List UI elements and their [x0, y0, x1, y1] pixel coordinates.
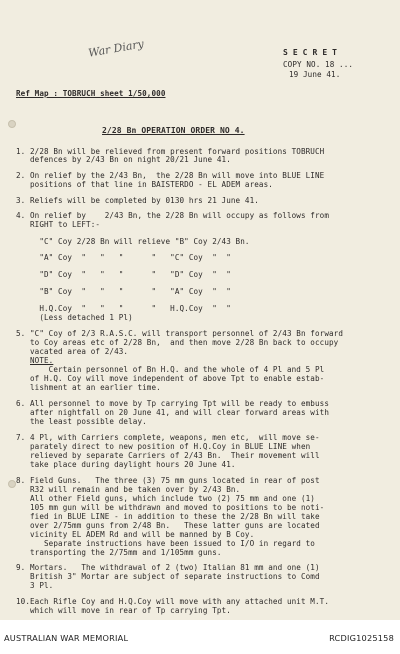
paragraph-number: 3.: [16, 196, 26, 205]
map-reference: Ref Map : TOBRUCH sheet 1/50,000: [16, 89, 166, 98]
order-line: "A" Coy " " " " "C" Coy " ": [30, 253, 231, 262]
paragraph-number: 5.: [16, 329, 26, 338]
order-line: to Coy areas etc of 2/28 Bn, and then move 2/28 Bn back to occupy: [30, 338, 339, 347]
order-line: Each Rifle Coy and H.Q.Coy will move with any attached unit M.T.: [30, 597, 329, 606]
order-line: transporting the 2/75mm and 1/105mm guns.: [30, 548, 222, 557]
order-line: (Less detached 1 Pl): [30, 313, 133, 322]
order-line: which will move in rear of Tp carrying Tpt.: [30, 606, 231, 615]
paragraph-number: 10.: [16, 597, 31, 606]
order-line: "D" Coy " " " " "D" Coy " ": [30, 270, 231, 279]
paragraph-number: 7.: [16, 433, 26, 442]
order-line: fied in BLUE LINE - in addition to these the 2/28 Bn will take: [30, 512, 320, 521]
classification-mark: S E C R E T: [283, 48, 338, 57]
order-line: All personnel to move by Tp carrying Tpt will be ready to embuss: [30, 399, 329, 408]
order-line: after nightfall on 20 June 41, and will clear forward areas with: [30, 408, 329, 417]
paragraph-number: 4.: [16, 211, 26, 220]
order-line: H.Q.Coy " " " " H.Q.Coy " ": [30, 304, 231, 313]
order-line: vicinity EL ADEM Rd and will be manned by B Coy.: [30, 530, 255, 539]
order-title: 2/28 Bn OPERATION ORDER NO 4.: [102, 126, 245, 135]
order-line: British 3" Mortar are subject of separate instructions to Comd: [30, 572, 320, 581]
archive-reference: RCDIG1025158: [329, 633, 394, 643]
order-line: "C" Coy 2/28 Bn will relieve "B" Coy 2/43 Bn.: [30, 237, 250, 246]
order-line: NOTE.: [30, 356, 54, 365]
order-line: 105 mm gun will be withdrawn and moved to positions to be noti-: [30, 503, 325, 512]
order-line: Mortars. The withdrawal of 2 (two) Italian 81 mm and one (1): [30, 563, 320, 572]
order-line: All other Field guns, which include two (2) 75 mm and one (1): [30, 494, 315, 503]
archive-name: AUSTRALIAN WAR MEMORIAL: [4, 633, 129, 643]
order-line: lishment at an earlier time.: [30, 383, 161, 392]
order-line: Certain personnel of Bn H.Q. and the whole of 4 Pl and 5 Pl: [30, 365, 325, 374]
order-line: take place during daylight hours 20 June 41.: [30, 460, 236, 469]
order-line: 2/28 Bn will be relieved from present forward positions TOBRUCH: [30, 147, 325, 156]
punch-hole: [8, 480, 16, 488]
order-line: defences by 2/43 Bn on night 20/21 June 41.: [30, 155, 231, 164]
order-line: relieved by separate Carriers of 2/43 Bn. Their movement will: [30, 451, 320, 460]
order-line: "B" Coy " " " " "A" Coy " ": [30, 287, 231, 296]
order-line: R32 will remain and be taken over by 2/43 Bn.: [30, 485, 241, 494]
order-line: positions of that line in BAISTERDO - EL ADEM areas.: [30, 180, 273, 189]
order-line: over 2/75mm guns from 2/48 Bn. These latter guns are located: [30, 521, 320, 530]
order-line: On relief by the 2/43 Bn, the 2/28 Bn will move into BLUE LINE: [30, 171, 325, 180]
order-line: Separate instructions have been issued to I/O in regard to: [30, 539, 315, 548]
copy-number: COPY NO. 18 ...: [283, 60, 354, 69]
order-line: of H.Q. Coy will move independent of above Tpt to enable estab-: [30, 374, 325, 383]
order-line: parately direct to new position of H.Q.Coy in BLUE LINE when: [30, 442, 311, 451]
order-date: 19 June 41.: [289, 70, 341, 79]
paragraph-number: 6.: [16, 399, 26, 408]
order-line: 3 Pl.: [30, 581, 54, 590]
order-line: Reliefs will be completed by 0130 hrs 21 June 41.: [30, 196, 259, 205]
paragraph-number: 9.: [16, 563, 26, 572]
order-line: RIGHT to LEFT:-: [30, 220, 101, 229]
order-line: vacated area of 2/43.: [30, 347, 129, 356]
paragraph-number: 1.: [16, 147, 26, 156]
order-line: On relief by 2/43 Bn, the 2/28 Bn will occupy as follows from: [30, 211, 329, 220]
archive-footer: [0, 620, 400, 654]
paragraph-number: 2.: [16, 171, 26, 180]
order-line: the least possible delay.: [30, 417, 147, 426]
order-line: "C" Coy of 2/3 R.A.S.C. will transport personnel of 2/43 Bn forward: [30, 329, 344, 338]
handwritten-annotation: War Diary: [87, 37, 145, 60]
punch-hole: [8, 120, 16, 128]
order-line: Field Guns. The three (3) 75 mm guns located in rear of post: [30, 476, 320, 485]
paragraph-number: 8.: [16, 476, 26, 485]
order-line: 4 Pl, with Carriers complete, weapons, men etc, will move se-: [30, 433, 320, 442]
